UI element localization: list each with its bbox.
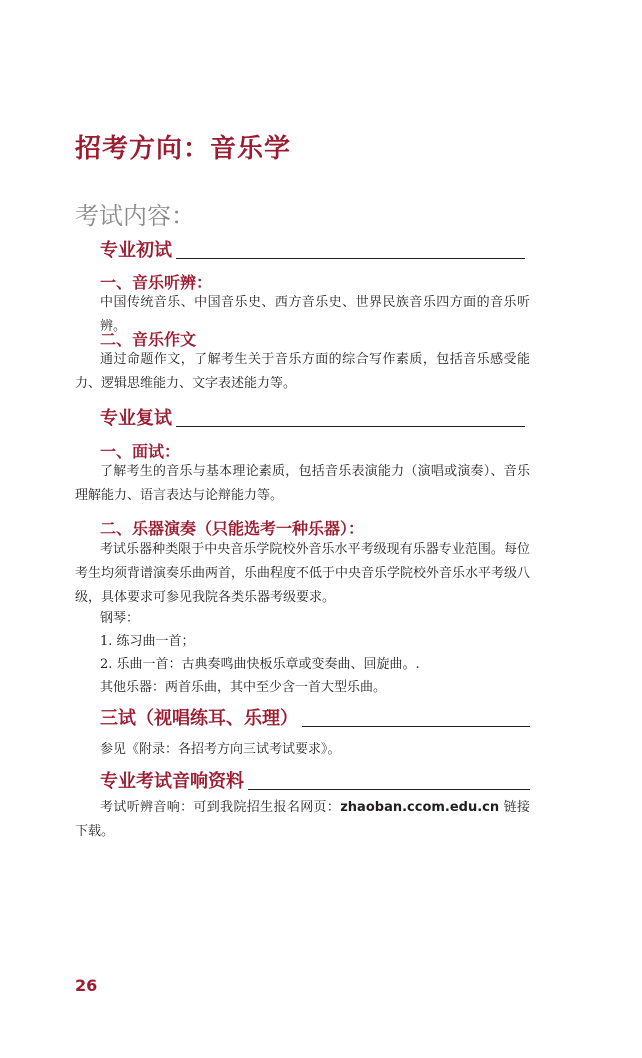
audio-text-before: 考试听辨音响：可到我院招生报名网页： [100, 800, 341, 815]
page-number: 26 [75, 976, 98, 995]
page-title: 招考方向：音乐学 [75, 134, 292, 164]
section-audio-header [100, 767, 530, 793]
piano-label: 钢琴： [100, 611, 140, 626]
section-divider [248, 789, 530, 790]
interview-heading: 一、面试： [100, 442, 181, 461]
section-preliminary-header [100, 236, 525, 262]
piano-item-1: 1. 练习曲一首； [100, 634, 195, 649]
section-preliminary-label: 专业初试 [100, 240, 172, 261]
section-divider [176, 426, 525, 427]
interview-text: 了解考生的音乐与基本理论素质，包括音乐表演能力（演唱或演奏）、音乐理解能力、语言表达与论辩能力等。 [75, 464, 530, 503]
section-second-label: 专业复试 [100, 408, 172, 429]
enrollment-url[interactable]: zhaoban.ccom.edu.cn [340, 800, 500, 815]
section-divider [302, 726, 530, 727]
audio-text [75, 796, 530, 844]
section-divider [176, 258, 525, 259]
instrument-text: 考试乐器种类限于中央音乐学院校外音乐水平考级现有乐器专业范围。每位考生均须背谱演奏乐曲两首，乐曲程度不低于中央音乐学院校外音乐水平考级八级，具体要求可参见我院各类乐器考级要求。 [75, 542, 531, 605]
section-third-header [100, 704, 530, 730]
audio-text-after: 链接下载。 [75, 800, 530, 839]
section-audio-label: 专业考试音响资料 [100, 771, 244, 792]
listening-heading: 一、音乐听辨： [100, 273, 213, 292]
composition-heading: 二、音乐作文 [100, 330, 197, 349]
piano-item-2: 2. 乐曲一首：古典奏鸣曲快板乐章或变奏曲、回旋曲。. [100, 657, 420, 672]
instrument-heading: 二、乐器演奏（只能选考一种乐器）： [100, 519, 365, 538]
third-exam-text: 参见《附录：各招考方向三试考试要求》。 [100, 742, 341, 757]
exam-content-subtitle: 考试内容： [75, 202, 195, 230]
listening-text: 中国传统音乐、中国音乐史、西方音乐史、世界民族音乐四方面的音乐听辨。 [100, 295, 530, 334]
other-instruments: 其他乐器：两首乐曲，其中至少含一首大型乐曲。 [100, 680, 387, 695]
section-third-label: 三试（视唱练耳、乐理） [100, 708, 298, 729]
composition-text: 通过命题作文，了解考生关于音乐方面的综合写作素质，包括音乐感受能力、逻辑思维能力、文字表述能力等。 [75, 352, 530, 391]
section-second-header [100, 404, 525, 430]
